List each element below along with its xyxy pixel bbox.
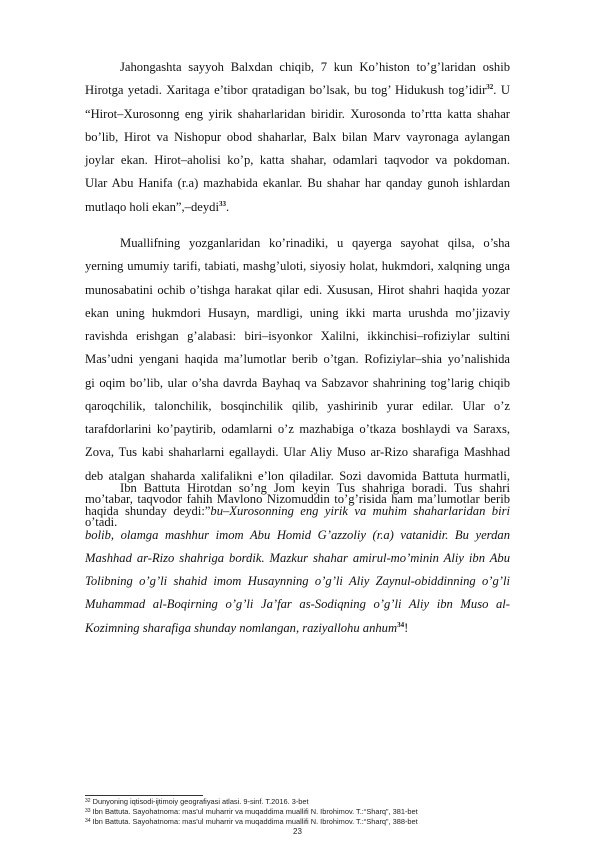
quote-line: Kozimning sharafiga shunday nomlangan, raziyallohu anhum$^{34}$! <box>85 620 409 635</box>
text-line: Muallifning yozganlaridan ko’rinadiki, u qayerga sayohat qilsa, o’sha <box>120 236 510 250</box>
footnote-ref[interactable]: 34 <box>397 620 405 629</box>
text-line: yerning umumiy tarifi, tabiati, mashg’uloti, siyosiy holat, hukmdori, xalqning unga <box>85 259 510 274</box>
footnote-ref[interactable]: 32 <box>486 83 494 92</box>
quote-line: Muhammad al-Boqirning o’g’li Ja’far as-Sodiqning o’g’li Aliy ibn Muso al- <box>85 597 510 612</box>
footnote-divider <box>85 795 203 796</box>
text-line: Ibn Battuta Hirotdan so’ng Jom keyin Tus shahriga boradi. Tus shahri <box>120 481 510 495</box>
text-line: gi oqim bo’lib, ular o’sha davrda Bayhaq va Sabzavor shahrining tog’larig chiqib <box>85 375 510 390</box>
paragraph-3 <box>85 477 510 640</box>
text-line: mutlaqo holi ekan”,‒deydi$^{33}$. <box>85 199 230 214</box>
footnote-item: $^{34}$ Ibn Battuta. Sayohatnoma: mas’ul muharrir va muqaddima muallifi N. Ibrohimov. T.:“Sharq”, 388-bet <box>85 817 418 826</box>
text-line: haqida shunday deydi:”bu‒Xurosonning eng yirik va muhim shaharlaridan biri <box>85 504 510 519</box>
text-line: “Hirot‒Xurosonng eng yirik shaharlaridan biridir. Xurosonda to’rtta katta shahar <box>85 106 510 121</box>
text-line: Jahongashta sayyoh Balxdan chiqib, 7 kun Ko’histon to’g’laridan oshib <box>120 60 510 74</box>
text-line: Hirotga yetadi. Xaritaga e’tibor qratadigan bo’lsak, bu tog’ Hidukush tog’idir$^{32}$. U <box>85 83 510 98</box>
text-line: qaroqchilik, talonchilik, bosqinchilik qilib, yashirinib yurar edilar. Ular o’z <box>85 398 510 413</box>
text-line: tarafdorlarini ko’paytirib, odamlarni o’z mazhabiga o’tkaza boshlaydi va Saraxs, <box>85 422 510 436</box>
paragraph-1 <box>85 56 510 219</box>
page-number: 23 <box>293 827 302 836</box>
footnote-item: $^{32}$ Dunyoning iqtisodi-ijtimoiy geografiyasi atlasi. 9-sinf. T.2016. 3-bet <box>85 797 309 806</box>
text-line: Ular Abu Hanifa (r.a) mazhabida ekanlar. Bu shahar har qanday gunoh ishlardan <box>85 176 510 191</box>
text-line: deb atalgan shaharda xalifalikni e’lon qiladilar. Sozi davomida Battuta hurmatli, <box>85 468 510 483</box>
text-line: o’tadi. <box>85 515 118 529</box>
text-line: mo’tabar, taqvodor fahih Mavlono Nizomuddin to’g’risida ham ma’lumotlar berib <box>85 491 510 506</box>
text-line: joylar ekan. Hirot‒aholisi ko’p, katta shahar, odamlari taqvodor va pokdoman. <box>85 153 510 167</box>
quote-line: Mashhad ar-Rizo shahriga bordik. Mazkur shahar amirul-mo’minin Aliy ibn Abu <box>85 550 510 565</box>
text-line: ravishda erishgan g’alabasi: biri‒isyonkor Xalilni, ikkinchisi‒rofiziylar sultini <box>85 329 510 343</box>
quote-line: Tolibning o’g’li shahid imom Husaynning o’g’li Aliy Zaynul-obiddinning o’g’li <box>85 574 510 588</box>
text-line: Mas’udni yengani haqida ma’lumotlar berib o’tgan. Rofiziylar‒shia yo’nalishida <box>85 352 510 367</box>
text-line: munosabatini ochib o’tishga harakat qilar edi. Xususan, Hirot shahri haqida yozar <box>85 282 510 297</box>
text-line: bo’lib, Hirot va Nishopur obod shaharlar, Balx bilan Marv vayronaga aylangan <box>85 129 510 144</box>
footnotes <box>85 797 510 827</box>
quote-line: bolib, olamga mashhur imom Abu Homid G’azzoliy (r.a) vatanidir. Bu yerdan <box>85 527 510 542</box>
text-line: ekan uning hukmdori Husayn, mardligi, uning ikki marta urushda mo’jizaviy <box>85 305 510 320</box>
footnote-item: $^{33}$ Ibn Battuta. Sayohatnoma: mas’ul muharrir va muqaddima muallifi N. Ibrohimov. T.:“Sharq”, 381-bet <box>85 807 418 816</box>
footnote-ref[interactable]: 33 <box>218 199 226 208</box>
text-line: Zova, Tus kabi shaharlarni egallaydi. Ular Aliy Muso ar-Rizo sharafiga Mashhad <box>85 445 510 460</box>
